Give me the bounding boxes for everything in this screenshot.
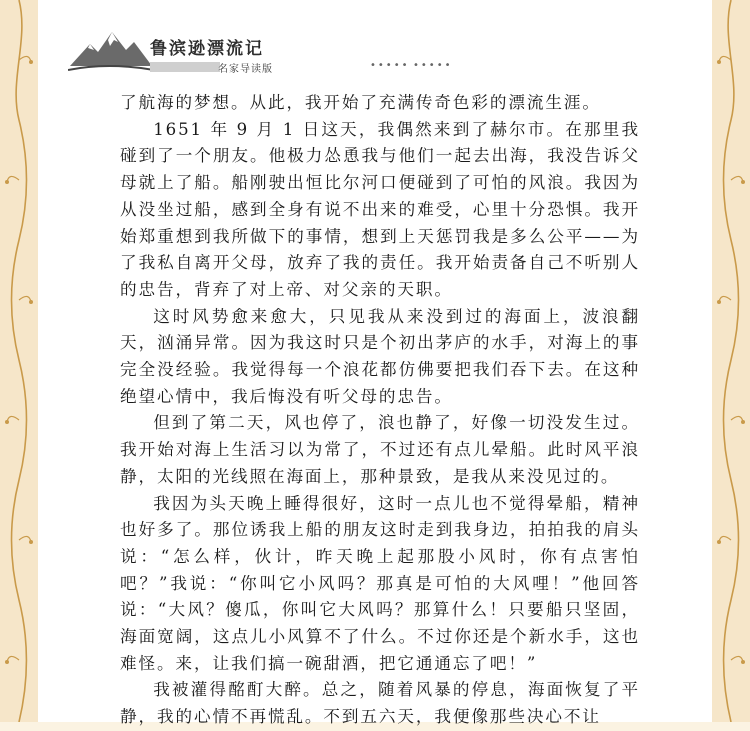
header-dots-1: ••••• — [370, 60, 410, 71]
paragraph: 1651 年 9 月 1 日这天，我偶然来到了赫尔市。在那里我碰到了一个朋友。他极力怂恿我与他们一起去出海，我没告诉父母就上了船。船刚驶出恒比尔河口便碰到了可怕的风浪。我因为从没坐过船，感到全身有说不出来的难受，心里十分恐惧。我开始郑重想到我所做下的事情，想到上天惩罚我是多么公平——为了我私自离开父母，放弃了我的责任。我开始责备自己不听别人的忠告，背弃了对上帝、对父亲的天职。 — [120, 119, 640, 299]
subtitle-band — [150, 60, 400, 74]
page-header — [68, 26, 453, 76]
right-ornamental-border — [712, 0, 750, 722]
paragraph: 我被灌得酩酊大醉。总之，随着风暴的停息，海面恢复了平静，我的心情不再慌乱。不到五六天，我便像那些决心不让 — [120, 680, 640, 727]
book-subtitle: 名家导读版 — [218, 64, 273, 75]
paragraph: 了航海的梦想。从此，我开始了充满传奇色彩的漂流生涯。 — [120, 93, 601, 112]
paragraph: 这时风势愈来愈大，只见我从来没到过的海面上，波浪翻天，汹涌异常。因为我这时只是个初出茅庐的水手，对海上的事完全没经验。我觉得每一个浪花都仿佛要把我们吞下去。在这种绝望心情中，我后悔没有听父母的忠告。 — [120, 306, 640, 406]
left-ornamental-border — [0, 0, 38, 722]
right-vine-ornament — [716, 0, 746, 722]
paragraph: 我因为头天晚上睡得很好，这时一点儿也不觉得晕船，精神也好多了。那位诱我上船的朋友这时走到我身边，拍拍我的肩头说：“怎么样，伙计，昨天晚上起那股小风时，你有点害怕吧？”我说：“你叫它小风吗？那真是可怕的大风哩！”他回答说：“大风？傻瓜，你叫它大风吗？那算什么！只要船只坚固，海面宽阔，这点儿小风算不了什么。不过你还是个新水手，这也难怪。来，让我们搞一碗甜酒，把它通通忘了吧！” — [120, 493, 640, 673]
mountain-icon — [68, 26, 154, 76]
header-dots-2: ••••• — [413, 60, 453, 71]
paragraph: 但到了第二天，风也停了，浪也静了，好像一切没发生过。我开始对海上生活习以为常了，不过还有点儿晕船。此时风平浪静，太阳的光线照在海面上，那种景致，是我从来没见过的。 — [120, 413, 640, 486]
book-title: 鲁滨逊漂流记 — [150, 39, 264, 59]
body-text — [120, 90, 640, 731]
left-vine-ornament — [4, 0, 34, 722]
